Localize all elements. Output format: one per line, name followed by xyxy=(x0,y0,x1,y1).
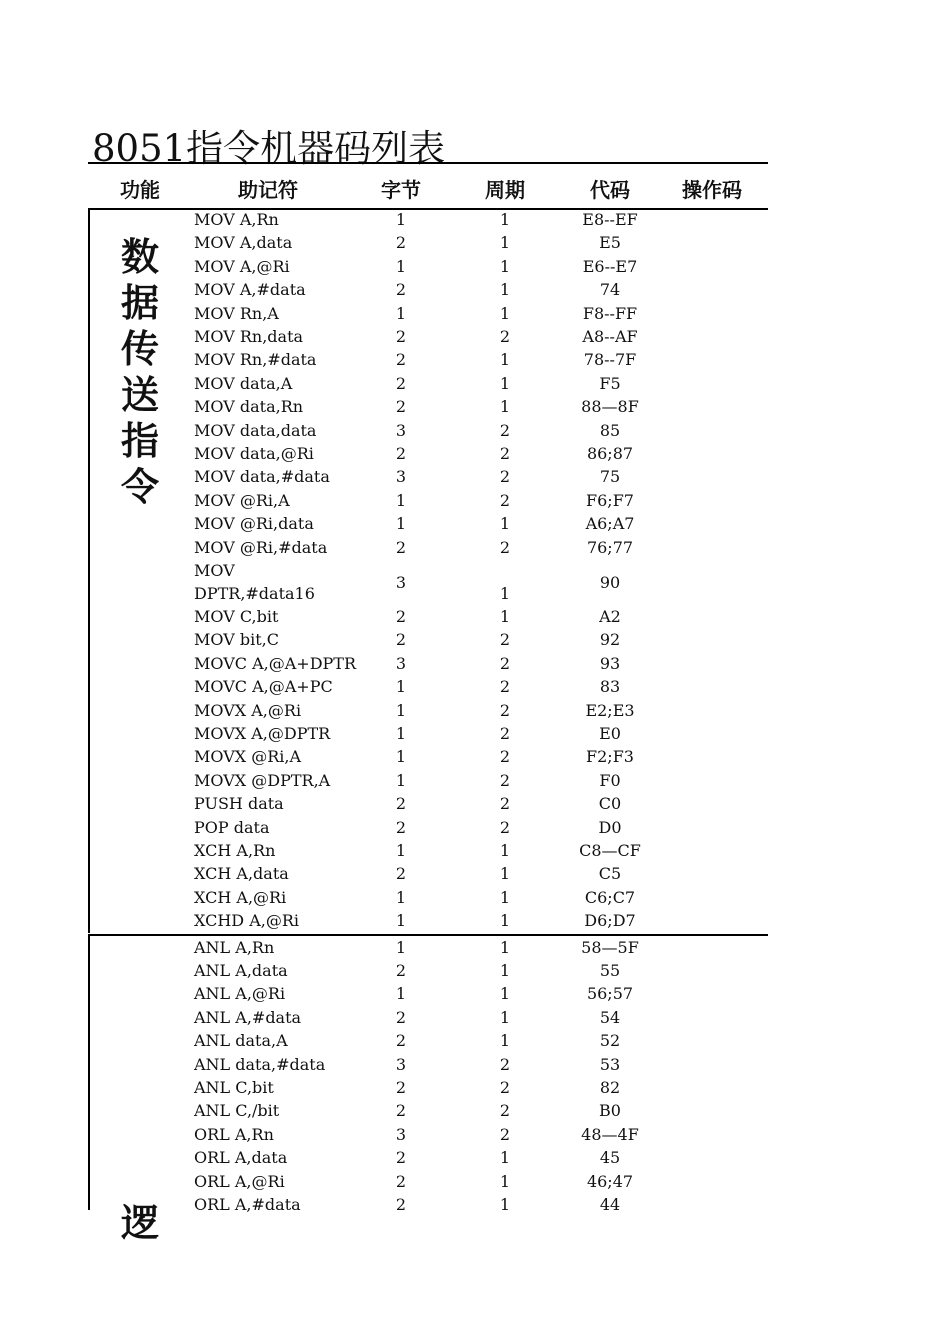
mnemonic-cell: MOV A,@Ri xyxy=(194,256,290,276)
code-cell: 54 xyxy=(599,1007,621,1027)
header-opcode: 操作码 xyxy=(682,178,742,202)
table-row xyxy=(88,982,768,1005)
cycles-cell: 1 xyxy=(499,607,511,626)
cycles-cell: 1 xyxy=(499,1148,511,1168)
table-row xyxy=(88,278,768,301)
bytes-cell: 2 xyxy=(395,1171,407,1191)
cycles-cell: 2 xyxy=(499,467,511,487)
bytes-cell: 2 xyxy=(395,537,407,557)
table-row xyxy=(88,839,768,862)
table-row xyxy=(88,465,768,488)
cycles-cell: 1 xyxy=(499,937,511,957)
code-cell: 44 xyxy=(599,1195,621,1214)
bytes-cell: 3 xyxy=(395,573,407,592)
cycles-cell: 1 xyxy=(499,911,511,931)
mnemonic-cell: PUSH data xyxy=(194,794,284,814)
code-cell: C5 xyxy=(598,864,622,884)
bytes-cell: 1 xyxy=(395,770,407,790)
code-cell: 45 xyxy=(599,1148,621,1168)
code-cell: D6;D7 xyxy=(584,911,636,931)
cycles-cell: 2 xyxy=(499,444,511,463)
mnemonic-cell: ORL A,Rn xyxy=(194,1124,274,1144)
cycles-cell: 2 xyxy=(499,1124,511,1144)
cycles-cell: 1 xyxy=(499,210,511,229)
code-cell: E8--EF xyxy=(582,210,638,229)
bytes-cell: 2 xyxy=(395,1031,407,1051)
table-row xyxy=(88,862,768,885)
cycles-cell: 1 xyxy=(499,864,511,884)
table-row xyxy=(88,1123,768,1146)
mnemonic-cell: XCH A,data xyxy=(194,864,289,884)
table-row xyxy=(88,886,768,909)
mnemonic-cell: ANL C,/bit xyxy=(194,1101,280,1121)
bytes-cell: 2 xyxy=(395,1195,407,1214)
mnemonic-cell: XCHD A,@Ri xyxy=(194,911,300,931)
code-cell: F0 xyxy=(599,770,621,790)
code-cell: 46;47 xyxy=(586,1171,634,1191)
cycles-cell: 2 xyxy=(499,724,511,743)
mnemonic-cell: POP data xyxy=(194,817,270,837)
table-row xyxy=(88,1099,768,1122)
section-label: 逻 xyxy=(120,1201,159,1245)
mnemonic-cell: ANL data,#data xyxy=(194,1054,326,1074)
mnemonic-cell: ORL A,#data xyxy=(194,1195,301,1214)
bytes-cell: 2 xyxy=(395,794,407,814)
cycles-cell: 2 xyxy=(499,490,511,510)
bytes-cell: 2 xyxy=(395,864,407,884)
mnemonic-cell: MOV data,#data xyxy=(194,467,330,487)
mnemonic-cell: ANL C,bit xyxy=(194,1078,274,1097)
section-label: 数据传送指令 xyxy=(120,235,159,509)
mnemonic-cell: MOV A,#data xyxy=(194,280,306,300)
table-row xyxy=(88,372,768,395)
mnemonic-cell: ANL A,data xyxy=(194,961,288,980)
cycles-cell: 1 xyxy=(499,303,511,323)
code-cell: E6--E7 xyxy=(582,256,638,276)
table-row xyxy=(88,1029,768,1052)
mnemonic-cell: MOV bit,C xyxy=(194,630,279,650)
table-row xyxy=(88,699,768,722)
bytes-cell: 1 xyxy=(395,887,407,907)
table-row xyxy=(88,605,768,628)
bytes-cell: 2 xyxy=(395,817,407,837)
table-row xyxy=(88,959,768,982)
mnemonic-cell: XCH A,@Ri xyxy=(194,887,287,907)
cycles-cell: 1 xyxy=(499,1031,511,1051)
code-cell: 53 xyxy=(599,1054,621,1074)
bytes-cell: 2 xyxy=(395,1078,407,1097)
bytes-cell: 1 xyxy=(395,210,407,229)
cycles-cell: 1 xyxy=(499,256,511,276)
code-cell: 93 xyxy=(599,653,621,673)
table-row xyxy=(88,395,768,418)
cycles-cell: 1 xyxy=(499,1007,511,1027)
code-cell: 48—4F xyxy=(581,1124,639,1144)
code-cell: F6;F7 xyxy=(586,490,634,510)
cycles-cell: 1 xyxy=(499,514,511,534)
cycles-cell: 2 xyxy=(499,327,511,346)
code-cell: 85 xyxy=(599,420,621,440)
code-cell: 88—8F xyxy=(581,397,639,417)
table-row xyxy=(88,909,768,932)
header-code: 代码 xyxy=(590,178,630,202)
mnemonic-cell: MOV data,Rn xyxy=(194,397,304,417)
table-row xyxy=(88,512,768,535)
cycles-cell: 2 xyxy=(499,630,511,650)
mnemonic-cell: MOV A,Rn xyxy=(194,210,279,229)
table-row xyxy=(88,1193,768,1216)
table-row xyxy=(88,936,768,959)
mnemonic-cell: MOVX A,@DPTR xyxy=(194,724,331,743)
bytes-cell: 1 xyxy=(395,303,407,323)
bytes-cell: 2 xyxy=(395,1007,407,1027)
mnemonic-cell: MOV data,A xyxy=(194,373,293,393)
page-title: 8051指令机器码列表 xyxy=(92,127,446,170)
table-row xyxy=(88,1053,768,1076)
table-row xyxy=(88,302,768,325)
bytes-cell: 2 xyxy=(395,444,407,463)
table-row xyxy=(88,792,768,815)
mnemonic-cell: MOV data,data xyxy=(194,420,317,440)
table-row xyxy=(88,722,768,745)
mnemonic-cell: ANL A,@Ri xyxy=(194,984,286,1004)
code-cell: E0 xyxy=(599,724,621,743)
table-row xyxy=(88,231,768,254)
bytes-cell: 2 xyxy=(395,630,407,650)
bytes-cell: 3 xyxy=(395,653,407,673)
code-cell: 86;87 xyxy=(586,444,634,463)
code-cell: F5 xyxy=(599,373,621,393)
bytes-cell: 1 xyxy=(395,677,407,697)
bytes-cell: 3 xyxy=(395,420,407,440)
mnemonic-cell: MOVX A,@Ri xyxy=(194,700,302,720)
code-cell: C8—CF xyxy=(579,841,641,860)
header-mnemonic: 助记符 xyxy=(238,178,298,202)
cycles-cell: 2 xyxy=(499,770,511,790)
table-row xyxy=(88,769,768,792)
code-cell: 55 xyxy=(599,961,621,980)
bytes-cell: 2 xyxy=(395,1101,407,1121)
bytes-cell: 2 xyxy=(395,280,407,300)
bytes-cell: 3 xyxy=(395,1054,407,1074)
table-row xyxy=(88,1076,768,1099)
table-row xyxy=(88,419,768,442)
cycles-cell: 1 xyxy=(499,397,511,417)
cycles-cell: 2 xyxy=(499,420,511,440)
bytes-cell: 2 xyxy=(395,607,407,626)
table-row xyxy=(88,325,768,348)
table-row xyxy=(88,442,768,465)
cycles-cell: 1 xyxy=(499,984,511,1004)
bytes-cell: 2 xyxy=(395,961,407,980)
bytes-cell: 1 xyxy=(395,937,407,957)
mnemonic-cell: MOV Rn,data xyxy=(194,327,304,346)
cycles-cell: 2 xyxy=(499,747,511,767)
bytes-cell: 1 xyxy=(395,724,407,743)
table-row xyxy=(88,816,768,839)
mnemonic-cell: MOV A,data xyxy=(194,233,293,253)
table-row xyxy=(88,745,768,768)
code-cell: 75 xyxy=(599,467,621,487)
cycles-cell: 1 xyxy=(499,1195,511,1214)
table-row xyxy=(88,208,768,231)
mnemonic-cell: ANL data,A xyxy=(194,1031,288,1051)
code-cell: 78--7F xyxy=(583,350,637,370)
code-cell: B0 xyxy=(599,1101,621,1121)
table-row xyxy=(88,1006,768,1029)
section-left-border xyxy=(88,936,90,1210)
mnemonic-cell: XCH A,Rn xyxy=(194,841,276,860)
cycles-cell: 2 xyxy=(499,700,511,720)
code-cell: E5 xyxy=(599,233,621,253)
bytes-cell: 1 xyxy=(395,700,407,720)
code-cell: 58—5F xyxy=(581,937,639,957)
bytes-cell: 1 xyxy=(395,984,407,1004)
cycles-cell: 2 xyxy=(499,794,511,814)
mnemonic-cell: MOV data,@Ri xyxy=(194,444,314,463)
bytes-cell: 1 xyxy=(395,490,407,510)
code-cell: 82 xyxy=(599,1078,621,1097)
cycles-cell: 2 xyxy=(499,1101,511,1121)
cycles-cell: 2 xyxy=(499,1078,511,1097)
mnemonic-cell: MOV @Ri,#data xyxy=(194,537,328,557)
bytes-cell: 2 xyxy=(395,1148,407,1168)
mnemonic-cell: MOV DPTR,#data16 xyxy=(194,561,315,603)
bytes-cell: 2 xyxy=(395,373,407,393)
table-row xyxy=(88,348,768,371)
mnemonic-cell: MOVX @DPTR,A xyxy=(194,770,331,790)
mnemonic-cell: MOVC A,@A+DPTR xyxy=(194,653,357,673)
header-function: 功能 xyxy=(120,178,160,202)
cycles-cell: 1 xyxy=(499,280,511,300)
cycles-cell: 2 xyxy=(499,537,511,557)
table-row xyxy=(88,1146,768,1169)
header-cycles: 周期 xyxy=(485,178,525,202)
table-row xyxy=(88,652,768,675)
mnemonic-cell: MOV Rn,A xyxy=(194,303,279,323)
table-row xyxy=(88,536,768,559)
cycles-cell: 2 xyxy=(499,653,511,673)
cycles-cell: 1 xyxy=(499,350,511,370)
bytes-cell: 2 xyxy=(395,350,407,370)
code-cell: C6;C7 xyxy=(584,887,636,907)
code-cell: A8--AF xyxy=(582,327,638,346)
bytes-cell: 1 xyxy=(395,747,407,767)
cycles-cell: 1 xyxy=(499,1171,511,1191)
cycles-cell: 1 xyxy=(499,887,511,907)
table-row xyxy=(88,675,768,698)
table-row xyxy=(88,559,768,605)
cycles-cell: 1 xyxy=(499,584,511,603)
bytes-cell: 1 xyxy=(395,256,407,276)
code-cell: 56;57 xyxy=(586,984,634,1004)
bytes-cell: 2 xyxy=(395,233,407,253)
cycles-cell: 1 xyxy=(499,373,511,393)
bytes-cell: 3 xyxy=(395,467,407,487)
mnemonic-cell: MOV C,bit xyxy=(194,607,279,626)
mnemonic-cell: MOV @Ri,data xyxy=(194,514,314,534)
code-cell: 90 xyxy=(599,573,621,592)
mnemonic-cell: MOV Rn,#data xyxy=(194,350,317,370)
code-cell: 92 xyxy=(599,630,621,650)
table-row xyxy=(88,1170,768,1193)
mnemonic-cell: MOVX @Ri,A xyxy=(194,747,302,767)
mnemonic-cell: MOV @Ri,A xyxy=(194,490,290,510)
code-cell: 76;77 xyxy=(586,537,634,557)
code-cell: E2;E3 xyxy=(585,700,635,720)
section-left-border xyxy=(88,208,90,933)
code-cell: 83 xyxy=(599,677,621,697)
code-cell: A2 xyxy=(599,607,621,626)
bytes-cell: 1 xyxy=(395,514,407,534)
bytes-cell: 2 xyxy=(395,397,407,417)
mnemonic-cell: ORL A,@Ri xyxy=(194,1171,285,1191)
cycles-cell: 2 xyxy=(499,817,511,837)
table-row xyxy=(88,489,768,512)
cycles-cell: 1 xyxy=(499,233,511,253)
cycles-cell: 1 xyxy=(499,841,511,860)
code-cell: 52 xyxy=(599,1031,621,1051)
code-cell: D0 xyxy=(598,817,622,837)
mnemonic-cell: ANL A,Rn xyxy=(194,937,275,957)
bytes-cell: 1 xyxy=(395,911,407,931)
bytes-cell: 3 xyxy=(395,1124,407,1144)
mnemonic-cell: ANL A,#data xyxy=(194,1007,302,1027)
bytes-cell: 1 xyxy=(395,841,407,860)
table-row xyxy=(88,628,768,651)
table-header xyxy=(88,162,768,210)
mnemonic-cell: ORL A,data xyxy=(194,1148,288,1168)
cycles-cell: 2 xyxy=(499,677,511,697)
bytes-cell: 2 xyxy=(395,327,407,346)
mnemonic-cell: MOVC A,@A+PC xyxy=(194,677,333,697)
cycles-cell: 2 xyxy=(499,1054,511,1074)
code-cell: 74 xyxy=(599,280,621,300)
code-cell: C0 xyxy=(598,794,622,814)
header-bytes: 字节 xyxy=(381,178,421,202)
code-cell: A6;A7 xyxy=(585,514,635,534)
table-row xyxy=(88,255,768,278)
code-cell: F2;F3 xyxy=(586,747,634,767)
cycles-cell: 1 xyxy=(499,961,511,980)
code-cell: F8--FF xyxy=(582,303,638,323)
